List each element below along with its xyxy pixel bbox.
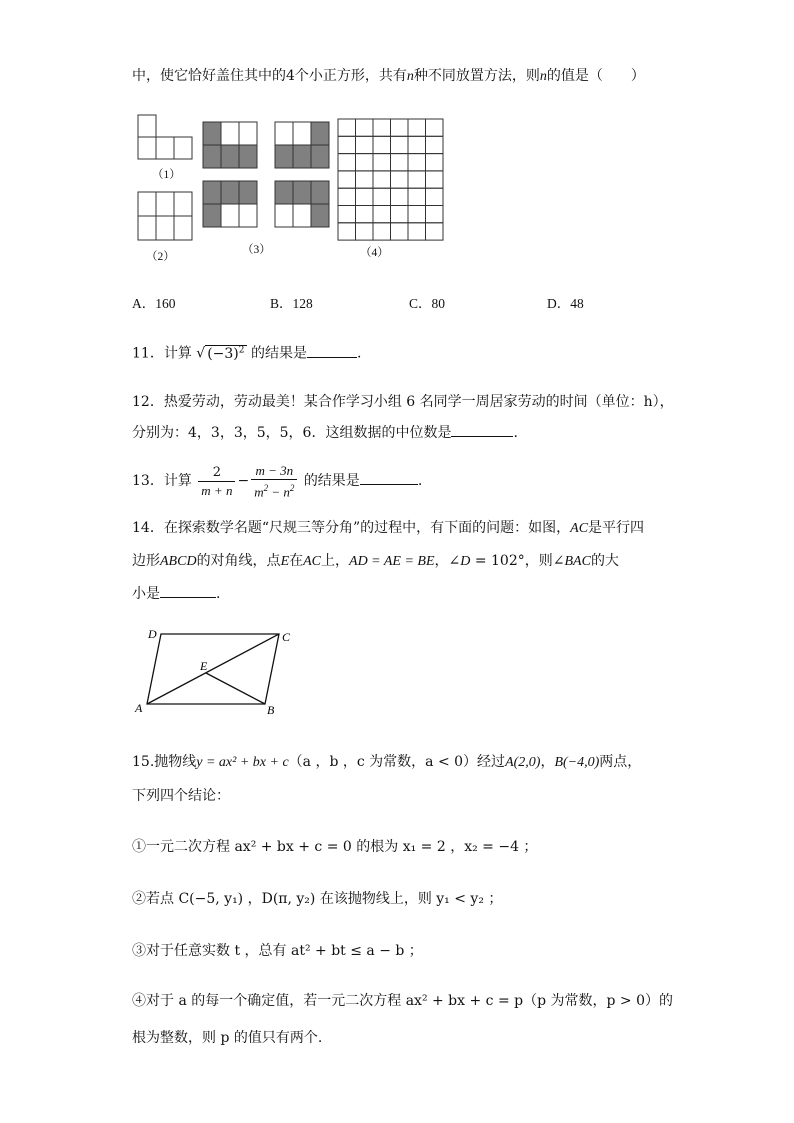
figure-2-2x3-grid <box>138 192 192 240</box>
fig1-caption: （1） <box>152 169 181 181</box>
grid-cell <box>356 171 374 188</box>
placement-3 <box>203 181 257 227</box>
option-b[interactable]: B．128 <box>270 296 313 311</box>
grid-cell <box>426 188 444 205</box>
grid-cell <box>373 223 391 240</box>
q15-conclusion-4-line1: ④对于 a 的每一个确定值，若一元二次方程 ax² + bx + c = p（p 为常数，p > 0）的 <box>132 993 674 1009</box>
grid-cell <box>338 206 356 223</box>
fraction-2: $\frac{m - 3n}{m^2 - n^2}$ <box>251 462 297 500</box>
grid-cell <box>391 206 409 223</box>
grid-cell <box>391 136 409 153</box>
sqrt-expression: √ $(-3)^2$ <box>196 345 245 362</box>
placement-1 <box>203 122 257 168</box>
grid-cell <box>408 136 426 153</box>
grid-cell <box>426 136 444 153</box>
label-d: D <box>148 627 157 641</box>
q15-conclusion-2: ②若点 C(−5, y₁) ，D(π, y₂) 在该抛物线上，则 y₁ < y₂ ； <box>132 891 503 907</box>
fig2-caption: （2） <box>146 251 175 263</box>
q14-line3: 小是 . <box>132 583 220 604</box>
grid-cell <box>391 223 409 240</box>
q14-parallelogram-figure <box>130 622 310 722</box>
q14-answer-blank[interactable] <box>160 583 216 598</box>
grid-cell <box>373 171 391 188</box>
label-b: B <box>267 703 275 717</box>
fig4-caption: （4） <box>360 247 389 259</box>
grid-cell <box>338 171 356 188</box>
grid-cell <box>356 188 374 205</box>
grid-cell <box>426 154 444 171</box>
figure-3-placements <box>203 122 329 227</box>
grid-cell <box>426 171 444 188</box>
grid-cell <box>426 206 444 223</box>
grid-cell <box>338 136 356 153</box>
fig3-caption: （3） <box>242 244 271 256</box>
grid-cell <box>338 119 356 136</box>
grid-cell <box>408 119 426 136</box>
grid-cell <box>391 119 409 136</box>
grid-cell <box>408 206 426 223</box>
grid-cell <box>373 206 391 223</box>
label-a: A <box>135 701 143 715</box>
q15-conclusion-1: ①一元二次方程 ax² + bx + c = 0 的根为 x₁ = 2 ，x₂ = −4 ； <box>132 839 538 855</box>
q13-answer-blank[interactable] <box>360 470 418 485</box>
q11: 11．计算 √ $(-3)^2$ 的结果是 . <box>132 340 361 364</box>
grid-cell <box>408 171 426 188</box>
option-d[interactable]: D．48 <box>547 296 584 311</box>
grid-cell <box>426 223 444 240</box>
grid-cell <box>356 119 374 136</box>
grid-cell <box>356 206 374 223</box>
q12-answer-blank[interactable] <box>451 422 513 437</box>
option-a[interactable]: A．160 <box>132 296 176 311</box>
grid-cell <box>338 188 356 205</box>
q15-conclusion-4-line2: 根为整数，则 p 的值只有两个. <box>132 1030 323 1046</box>
grid-cell <box>408 154 426 171</box>
q15-conclusion-3: ③对于任意实数 t ，总有 at² + bt ≤ a − b ； <box>132 943 423 959</box>
placement-2 <box>275 122 329 168</box>
q12-line1: 12．热爱劳动，劳动最美！某合作学习小组 6 名同学一周居家劳动的时间（单位：h）， <box>132 394 674 410</box>
q15-line1: 15.抛物线y = ax² + bx + c（a ，b ，c 为常数，a < 0）经过A(2,0)，B(−4,0)两点， <box>132 754 642 770</box>
grid-cell <box>338 223 356 240</box>
grid-cell <box>338 154 356 171</box>
q14-line1: 14．在探索数学名题“尺规三等分角”的过程中，有下面的问题：如图，AC是平行四 <box>132 520 645 536</box>
grid-cell <box>356 136 374 153</box>
q10-figures <box>0 0 794 300</box>
grid-cell <box>391 188 409 205</box>
q10-stem: 中，使它恰好盖住其中的4个小正方形，共有n种不同放置方法，则n的值是（ ） <box>132 68 645 84</box>
grid-cell <box>373 136 391 153</box>
grid-cell <box>408 188 426 205</box>
grid-cell <box>426 119 444 136</box>
placement-4 <box>275 181 329 227</box>
figure-1-l-tetromino <box>138 115 192 159</box>
q11-answer-blank[interactable] <box>307 343 357 358</box>
grid-cell <box>356 154 374 171</box>
grid-cell <box>373 188 391 205</box>
grid-cell <box>373 154 391 171</box>
option-c[interactable]: C．80 <box>409 296 446 311</box>
q14-line2: 边形ABCD的对角线，点E在AC上，AD = AE = BE，∠D = 102°，则∠BAC的大 <box>132 553 619 569</box>
q12-line2: 分别为：4，3，3，5，5，6．这组数据的中位数是 . <box>132 422 518 443</box>
q13: 13．计算 $\frac{2}{m + n}$ − $\frac{m - 3n}{m^2 - n^2}$ 的结果是 . <box>132 463 423 500</box>
grid-cell <box>391 154 409 171</box>
diagonal-ac <box>147 634 279 704</box>
grid-cell <box>356 223 374 240</box>
grid-cell <box>391 171 409 188</box>
label-c: C <box>282 630 291 644</box>
grid-cell <box>373 119 391 136</box>
label-e: E <box>200 659 208 673</box>
fraction-1: $\frac{2}{m + n}$ <box>198 464 235 499</box>
q15-line2: 下列四个结论： <box>132 788 230 804</box>
segment-eb <box>206 673 265 704</box>
figure-4-grid <box>338 119 443 240</box>
grid-cell <box>408 223 426 240</box>
